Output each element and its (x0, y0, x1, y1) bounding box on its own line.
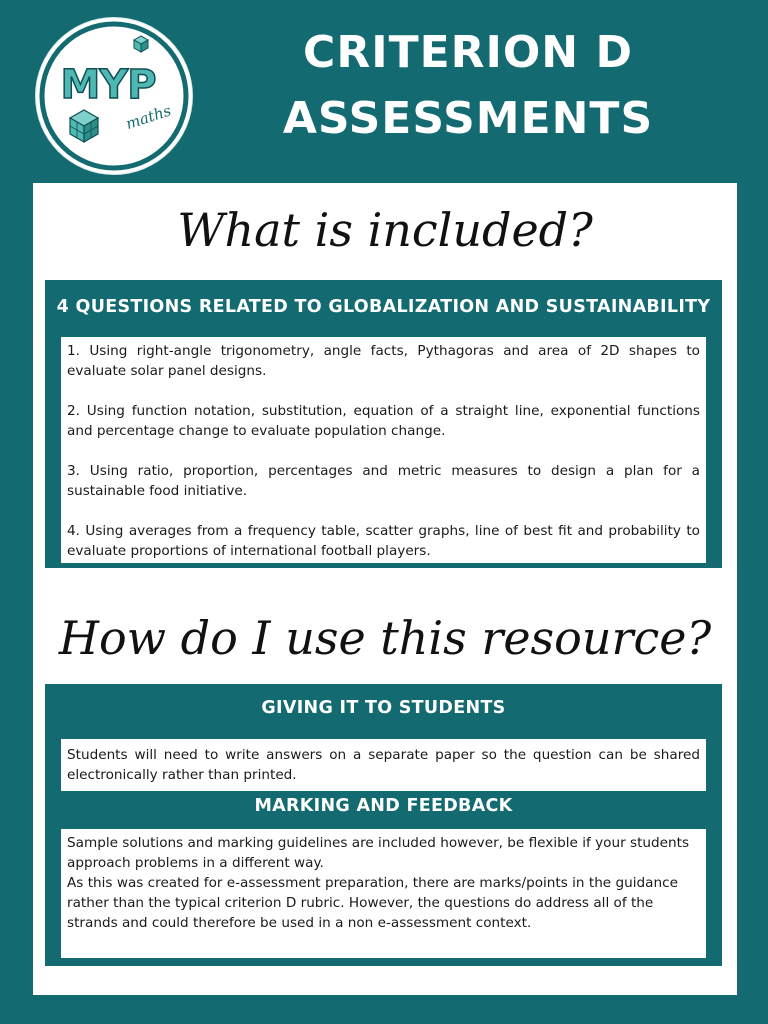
title-line-1: CRITERION D (303, 27, 633, 78)
usage-band (45, 684, 722, 966)
content-sheet (33, 183, 737, 995)
list-item: 4. Using averages from a frequency table, scatter graphs, line of best fit and probability to evaluate proportions of international football players. (67, 523, 700, 559)
list-item: 3. Using ratio, proportion, percentages and metric measures to design a plan for a sustainable food initiative. (67, 463, 700, 499)
questions-band-title: 4 QUESTIONS RELATED TO GLOBALIZATION AND SUSTAINABILITY (56, 297, 711, 317)
marking-text (61, 829, 706, 958)
marking-text-2: As this was created for e-assessment preparation, there are marks/points in the guidance rather than the typical criterion D rubric. However, the questions do address all of the strands and could therefore be used in a non e-assessment context. (67, 875, 678, 931)
logo-myp-text: MYP (60, 62, 156, 108)
cube-small-icon (134, 36, 148, 52)
marking-text-1: Sample solutions and marking guidelines are included however, be flexible if your students approach problems in a different way. (67, 835, 690, 871)
giving-text: Students will need to write answers on a separate paper so the question can be shared electronically rather than printed. (61, 739, 706, 791)
logo-maths-text: maths (123, 101, 174, 133)
questions-list (61, 337, 706, 563)
page-title (240, 20, 696, 152)
section-heading-included: What is included? (177, 203, 593, 257)
title-line-2: ASSESSMENTS (282, 93, 654, 144)
cube-large-icon (70, 110, 98, 142)
questions-band (45, 280, 722, 568)
list-item: 2. Using function notation, substitution, equation of a straight line, exponential functions and percentage change to evaluate population change. (67, 403, 700, 439)
section-heading-usage: How do I use this resource? (58, 611, 712, 665)
logo-graphic (36, 18, 192, 174)
list-item: 1. Using right-angle trigonometry, angle facts, Pythagoras and area of 2D shapes to evaluate solar panel designs. (67, 343, 700, 379)
myp-maths-logo (36, 18, 192, 174)
giving-title: GIVING IT TO STUDENTS (261, 698, 506, 718)
marking-title: MARKING AND FEEDBACK (254, 796, 513, 816)
